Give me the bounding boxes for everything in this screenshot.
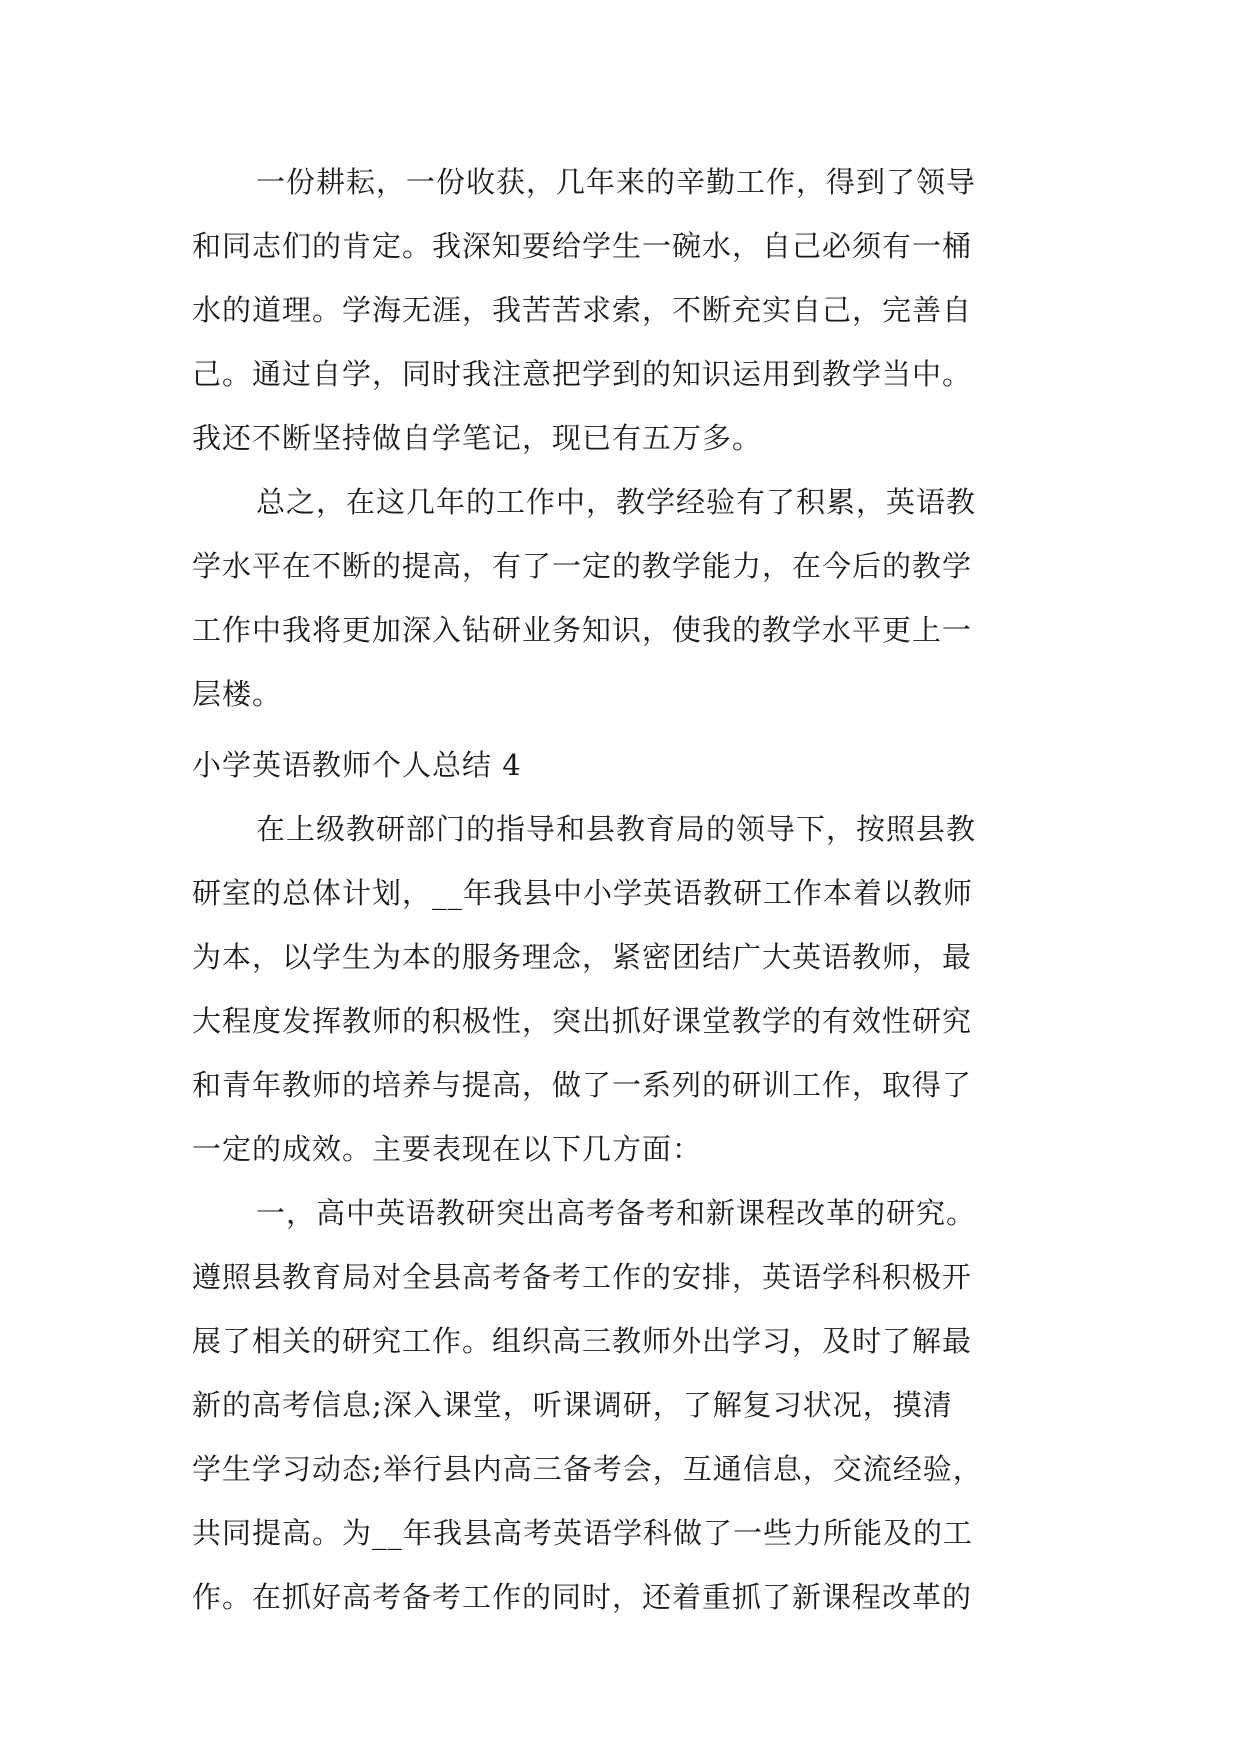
text-line: 为本，以学生为本的服务理念，紧密团结广大英语教师，最 [192, 940, 973, 974]
text-line: 研室的总体计划，__年我县中小学英语教研工作本着以教师 [192, 876, 974, 910]
text-line: 层楼。 [192, 677, 283, 711]
text-line: 大程度发挥教师的积极性，突出抓好课堂教学的有效性研究 [192, 1004, 973, 1038]
text-line: 学生学习动态;举行县内高三备考会，互通信息，交流经验， [192, 1452, 983, 1486]
text-line: 新的高考信息;深入课堂，听课调研，了解复习状况，摸清 [192, 1388, 953, 1422]
text-line: 和青年教师的培养与提高，做了一系列的研训工作，取得了 [192, 1068, 973, 1102]
paragraph-3 [192, 797, 1072, 1181]
text-line: 一定的成效。主要表现在以下几方面： [192, 1132, 703, 1166]
section-title: 小学英语教师个人总结 4 [192, 748, 522, 782]
text-line: 一，高中英语教研突出高考备考和新课程改革的研究。 [256, 1196, 977, 1230]
text-line: 工作中我将更加深入钻研业务知识，使我的教学水平更上一 [192, 613, 973, 647]
text-line: 一份耕耘，一份收获，几年来的辛勤工作，得到了领导 [256, 165, 977, 199]
text-line: 和同志们的肯定。我深知要给学生一碗水，自己必须有一桶 [192, 229, 973, 263]
text-line: 学水平在不断的提高，有了一定的教学能力，在今后的教学 [192, 549, 973, 583]
text-line: 作。在抓好高考备考工作的同时，还着重抓了新课程改革的 [192, 1580, 973, 1614]
paragraph-1 [192, 150, 1072, 470]
text-line: 己。通过自学，同时我注意把学到的知识运用到教学当中。 [192, 357, 973, 391]
text-line: 我还不断坚持做自学笔记，现已有五万多。 [192, 421, 763, 455]
paragraph-2 [192, 470, 1072, 726]
paragraph-4 [192, 1181, 1072, 1629]
text-line: 共同提高。为__年我县高考英语学科做了一些力所能及的工 [192, 1516, 974, 1550]
text-line: 在上级教研部门的指导和县教育局的领导下，按照县教 [256, 812, 977, 846]
text-line: 遵照县教育局对全县高考备考工作的安排，英语学科积极开 [192, 1260, 973, 1294]
section-heading [192, 733, 1072, 797]
text-line: 展了相关的研究工作。组织高三教师外出学习，及时了解最 [192, 1324, 973, 1358]
text-line: 总之，在这几年的工作中，教学经验有了积累，英语教 [256, 485, 977, 519]
text-line: 水的道理。学海无涯，我苦苦求索，不断充实自己，完善自 [192, 293, 973, 327]
